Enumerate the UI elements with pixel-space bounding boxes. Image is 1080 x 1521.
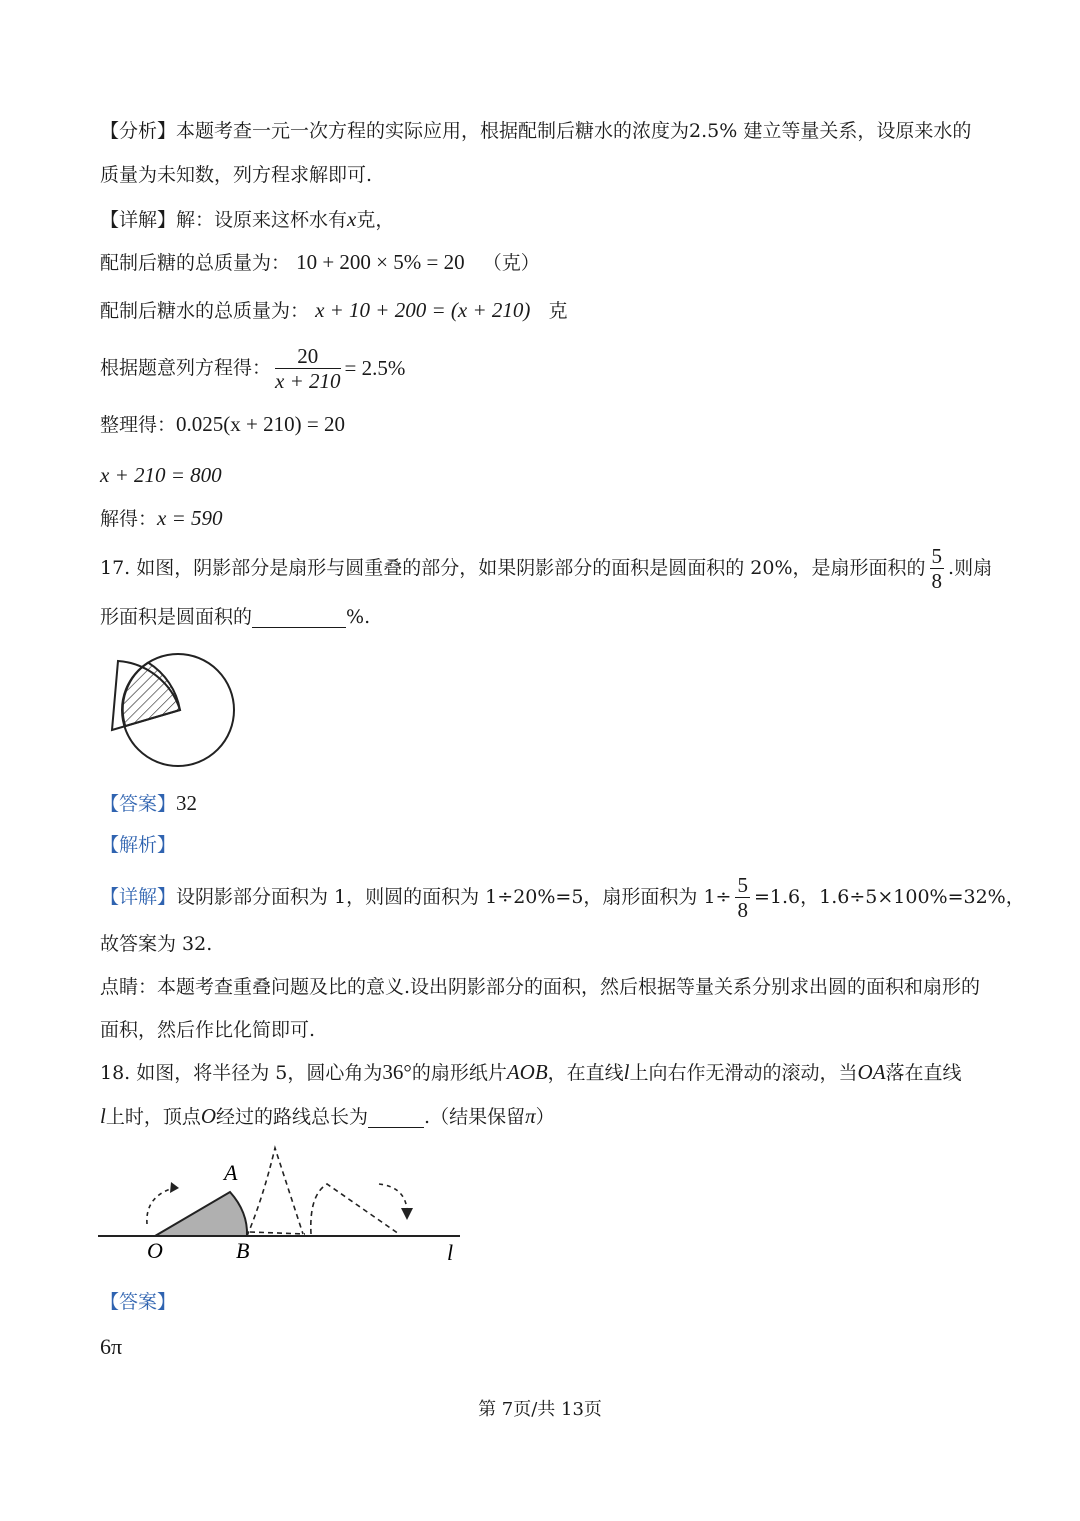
q17-line-1 bbox=[100, 544, 992, 593]
q18-line2-text-b: 经过的路线总长为 bbox=[216, 1106, 369, 1128]
water-mass-expr: x + 10 + 200 = (x + 210) bbox=[315, 298, 531, 322]
equation-line bbox=[100, 344, 405, 393]
q17-line-2-text: 形面积是圆面积的 bbox=[100, 606, 253, 628]
q17-analysis-tag: 【解析】 bbox=[100, 834, 177, 856]
solve-line bbox=[100, 508, 223, 529]
q18-dashed-sector-1 bbox=[247, 1148, 303, 1236]
q17-detail-text: 设阴影部分面积为 1，则圆的面积为 1÷20%=5，扇形面积为 1÷ bbox=[176, 886, 732, 909]
q17-answer-blank bbox=[252, 608, 346, 628]
q17-line-2 bbox=[100, 608, 370, 628]
q18-dashed-sector-2 bbox=[250, 1232, 305, 1234]
q18-line-1 bbox=[100, 1062, 962, 1083]
q18-number: 18. bbox=[100, 1062, 131, 1084]
q17-text: 如图，阴影部分是扇形与圆重叠的部分，如果阴影部分的面积是圆面积的 20%，是扇形面积的 bbox=[136, 557, 926, 580]
q18-rotation-arrow-right bbox=[379, 1184, 407, 1210]
sugar-mass-label: 配制后糖的总质量为： bbox=[100, 252, 291, 274]
q18-arrowhead-right bbox=[401, 1208, 413, 1220]
equation-fraction bbox=[275, 344, 341, 393]
sugar-mass-unit: （克） bbox=[482, 252, 540, 274]
q17-detail-fraction bbox=[735, 873, 750, 922]
q17-detail-frac-den: 8 bbox=[737, 898, 748, 923]
var-x: x bbox=[347, 207, 357, 231]
simplify-expr: 0.025(x + 210) = 20 bbox=[176, 412, 345, 436]
q17-text-end: .则扇 bbox=[948, 557, 993, 580]
analysis-text-1: 本题考查一元一次方程的实际应用，根据配制后糖水的浓度为2.5% 建立等量关系，设原来水的 bbox=[176, 120, 972, 142]
q18-label-O: O bbox=[147, 1238, 163, 1263]
equation-label: 根据题意列方程得： bbox=[100, 357, 272, 380]
q17-shaded-region bbox=[123, 663, 180, 727]
q18-line2-text-c: .（结果保留 bbox=[424, 1106, 526, 1128]
q17-frac-num: 5 bbox=[931, 544, 943, 568]
q18-text-a: 如图，将半径为 5，圆心角为 bbox=[136, 1062, 383, 1084]
q17-fraction bbox=[930, 544, 945, 593]
q17-detail-line bbox=[100, 873, 1025, 922]
solve-label: 解得： bbox=[100, 508, 158, 530]
q18-answer-blank bbox=[368, 1108, 424, 1128]
solve-expr: x = 590 bbox=[157, 506, 223, 530]
q17-comment-1: 点睛：本题考查重叠问题及比的意义.设出阴影部分的面积，然后根据等量关系分别求出圆的面积和扇形的 bbox=[100, 976, 981, 998]
q17-detail-tag: 【详解】 bbox=[100, 886, 177, 909]
q18-line2-text-a: 上时，顶点 bbox=[105, 1106, 201, 1128]
q18-sector-name: AOB bbox=[506, 1060, 548, 1084]
detail-intro-unit: 克， bbox=[356, 209, 395, 231]
q18-figure bbox=[95, 1140, 475, 1270]
q18-line-2 bbox=[100, 1106, 555, 1128]
q17-number: 17. bbox=[100, 557, 131, 580]
step-expr: x + 210 = 800 bbox=[100, 463, 222, 487]
analysis-line-2: 质量为未知数，列方程求解即可. bbox=[100, 164, 373, 186]
q18-label-B: B bbox=[236, 1238, 250, 1263]
water-mass-line bbox=[100, 300, 568, 321]
analysis-tag: 【分析】 bbox=[100, 120, 177, 142]
q17-figure bbox=[100, 648, 250, 763]
q18-arrowhead-left bbox=[170, 1182, 179, 1193]
q17-detail-frac-num: 5 bbox=[737, 873, 748, 897]
sugar-mass-expr: 10 + 200 × 5% = 20 bbox=[296, 250, 465, 274]
q17-answer-line bbox=[100, 793, 197, 814]
q17-answer: 32 bbox=[176, 791, 198, 815]
equation-denominator: x + 210 bbox=[275, 369, 341, 394]
q18-oa: OA bbox=[857, 1060, 886, 1084]
q18-pi: π bbox=[525, 1104, 536, 1128]
q17-answer-tag: 【答案】 bbox=[100, 793, 177, 815]
q18-vertex: O bbox=[200, 1104, 217, 1128]
detail-intro-text: 解：设原来这杯水有 bbox=[176, 209, 348, 231]
detail-tag: 【详解】 bbox=[100, 209, 177, 231]
water-mass-unit: 克 bbox=[548, 300, 568, 322]
equation-numerator: 20 bbox=[275, 344, 341, 369]
q18-text-e: 落在直线 bbox=[885, 1062, 962, 1084]
q18-angle: 36° bbox=[382, 1060, 412, 1084]
q17-comment-2: 面积，然后作比化简即可. bbox=[100, 1019, 316, 1041]
q18-line2-text-d: ） bbox=[535, 1106, 555, 1128]
q17-conclusion: 故答案为 32. bbox=[100, 933, 213, 955]
q18-answer: 6π bbox=[100, 1334, 123, 1359]
q18-label-A: A bbox=[224, 1160, 238, 1185]
q18-text-b: 的扇形纸片 bbox=[411, 1062, 507, 1084]
q18-rotation-arrow-left bbox=[147, 1188, 173, 1224]
q18-label-l: l bbox=[447, 1240, 454, 1265]
equation-rhs: = 2.5% bbox=[344, 356, 406, 381]
q18-shaded-sector bbox=[155, 1192, 247, 1236]
page-footer: 第 7页/共 13页 bbox=[478, 1399, 602, 1420]
water-mass-label: 配制后糖水的总质量为： bbox=[100, 300, 310, 322]
q17-frac-den: 8 bbox=[931, 569, 943, 594]
simplify-line bbox=[100, 414, 345, 435]
q18-answer-tag: 【答案】 bbox=[100, 1291, 177, 1313]
q18-line2-var: l bbox=[100, 1104, 106, 1128]
q18-text-c: ，在直线 bbox=[547, 1062, 624, 1084]
q18-line-var: l bbox=[623, 1060, 630, 1084]
q18-text-d: 上向右作无滑动的滚动，当 bbox=[629, 1062, 858, 1084]
q18-dashed-arc-3 bbox=[311, 1184, 399, 1234]
analysis-line-1 bbox=[100, 122, 971, 141]
sugar-mass-line bbox=[100, 252, 540, 273]
detail-intro bbox=[100, 209, 394, 230]
q17-line-2-end: %. bbox=[346, 606, 371, 628]
q17-detail-text-end: =1.6，1.6÷5×100%=32%， bbox=[753, 886, 1025, 909]
simplify-label: 整理得： bbox=[100, 414, 177, 436]
